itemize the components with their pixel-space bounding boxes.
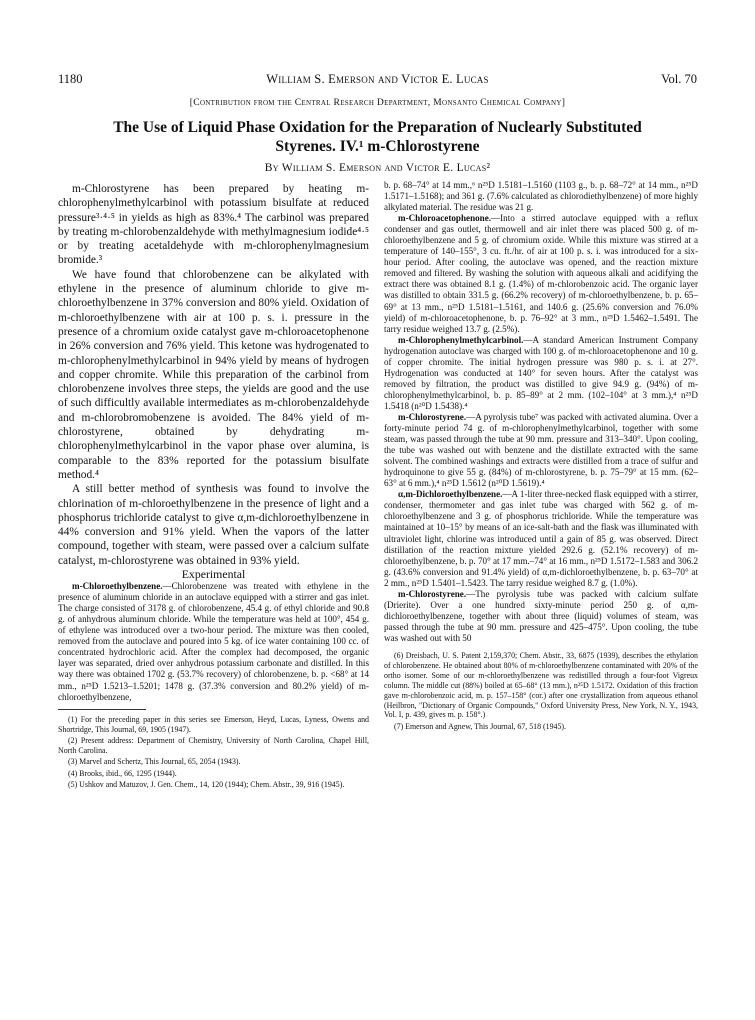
intro-paragraph-1: m-Chlorostyrene has been prepared by heating m-chlorophenylmethylcarbinol with potassium bisulfate at reduced pressure³·⁴·⁵ in yields as high as 83%.⁴ The carbinol was prepared by treating m-chlorobenzaldehyde with methylmagnesium iodide⁴·⁵ or by treating acetaldehyde with m-chlorophenylmagnesium bromide.³ [58,183,369,267]
footnote-2: (2) Present address: Department of Chemistry, University of North Carolina, Chapel Hill, North Carolina. [58,735,369,755]
title-line-1: The Use of Liquid Phase Oxidation for the Preparation of Nuclearly Substituted [113,119,642,136]
right-column [384,180,698,733]
exp-paragraph-styrene-alumina [384,412,698,489]
exp-paragraph-body: —Chlorobenzene was treated with ethylene in the presence of aluminum chloride in an autoclave equipped with a stirrer and gas inlet. The charge consisted of 3178 g. of chlorobenzene, 45.4 g. of ethyl chloride and 90.8 g. of anhydrous aluminum chloride. While the temperature was held at 100°, 454 g. of ethylene was introduced over a two-hour period. The mixture was then cooled, removed from the autoclave and poured into 5 kg. of ice water containing 100 cc. of concentrated hydrochloric acid. After the complex had decomposed, the organic layer was separated, dried over anhydrous potassium carbonate and distilled. In this way there was obtained 1702 g. (53.7% recovery) of chlorobenzene, b. p. <68° at 14 mm., n²⁵D 1.5213–1.5201; 1478 g. (37.3% conversion and 80.2% yield) of m-chloroethylbenzene, [58,581,369,702]
footnote-3: (3) Marvel and Schertz, This Journal, 65, 2054 (1943). [68,757,241,767]
exp-paragraph-ethylbenzene [58,581,369,703]
contribution-line: [Contribution from the Central Research Department, Monsanto Chemical Company] [189,97,566,108]
exp-paragraph-head: m-Chlorostyrene. [398,588,467,599]
exp-paragraph-carbinol [384,335,698,412]
title-line-2: Styrenes. IV.¹ m-Chlorostyrene [275,138,480,155]
exp-paragraph-head: m-Chlorophenylmethylcarbinol. [398,334,524,345]
footnote-rule [58,709,146,710]
running-title: William S. Emerson and Victor E. Lucas [266,72,489,86]
left-column [58,182,369,791]
article-title [58,118,697,156]
exp-paragraph-dichloroethylbenzene [384,489,698,588]
exp-paragraph-styrene-sulfate [384,589,698,644]
footnote-7: (7) Emerson and Agnew, This Journal, 67, 518 (1945). [394,721,567,731]
intro-paragraph-3: A still better method of synthesis was found to involve the chlorination of m-chloroethylbenzene in the presence of light and a phosphorus trichloride catalyst to give α,m-dichloroethylbenzene in 44% conversion and 91% yield. When the vapors of the latter compound, together with steam, were passed over a calcium sulfate catalyst, m-chlorostyrene was obtained in 93% yield. [58,483,369,567]
footnotes-right [384,651,698,732]
exp-paragraph-head: α,m-Dichloroethylbenzene. [398,489,503,500]
intro-paragraph-2: We have found that chlorobenzene can be alkylated with ethylene in the presence of aluminum chloride to give m-chloroethylbenzene in 37% conversion and 80% yield. Oxidation of m-chloroethylbenzene with air at 100 p. s. i. pressure in the presence of a chromium oxide catalyst gave m-chloroacetophenone in 26% conversion and 76% yield. This ketone was hydrogenated to m-chlorophenylmethylcarbinol in 94% yield by means of hydrogen and copper chromite. While this preparation of the carbinol from chlorobenzene involves three steps, the yields are good and the use of such difficultly available intermediates as m-chlorobenzaldehyde and m-chlorobromobenzene is avoided. The 84% yield of m-chlorostyrene, obtained by dehydrating m-chlorophenylmethylcarbinol in the vapor phase over alumina, is comparable to the 83% reported for the potassium bisulfate method.⁴ [58,268,369,481]
experimental-heading: Experimental [181,567,246,582]
footnote-6: (6) Dreisbach, U. S. Patent 2,159,370; Chem. Abstr., 33, 6875 (1939), describes the ethylation of chlorobenzene. He obtained about 80% of m-chloroethylbenzene contaminated with 20% of the ortho isomer. Some of our m-chloroethylbenzene was redistilled through a four-foot Vigreux column. The middle cut (88%) boiled at 65–68° (13 mm.), n²⁵D 1.5172. Oxidation of this fraction gave m-chlorobenzoic acid, m. p. 157–158° (cor.) after one crystallization from aqueous ethanol (Heilbron, "Dictionary of Organic Compounds," Oxford University Press, New York, N. Y., 1943, Vol. I, p. 439, gives m. p. 158°.) [384,650,698,720]
exp-paragraph-body: —A 1-liter three-necked flask equipped with a stirrer, condenser, thermometer and gas inlet tube was charged with 562 g. of m-chloroethylbenzene and 3 g. of phosphorus trichloride. While the temperature was maintained at 10–15° by means of an ice-salt-bath and the flask was illuminated with ultraviolet light, chlorine was introduced until a gain of 85 g. was observed. Direct distillation of the reaction mixture yielded 292.6 g. (52.1% recovery) of m-chloroethylbenzene, b. p. 70° at 17 mm.–74° at 16 mm., n²⁵D 1.5172–1.583 and 306.2 g. (43.6% conversion and 91.4% yield) of α,m-dichloroethylbenzene, b. p. 63–70° at 2 mm., n²⁵D 1.5401–1.5423. The tarry residue weighed 8.7 g. (1.0%). [384,489,698,588]
exp-paragraph-body: —The pyrolysis tube was packed with calcium sulfate (Drierite). Over a one hundred sixty-minute period 250 g. of α,m-dichloroethylbenzene, together with about three (liquid) volumes of steam, was passed through the tube at 90 mm. pressure and 425–475°. Upon cooling, the tube was washed out with 50 [384,588,698,643]
footnote-5: (5) Ushkov and Matuzov, J. Gen. Chem., 14, 120 (1944); Chem. Abstr., 39, 916 (1945). [68,780,345,790]
exp-paragraph-head: m-Chloroacetophenone. [398,213,492,224]
footnotes-left [58,715,369,790]
exp-paragraph-head: m-Chloroethylbenzene. [72,581,163,592]
exp-paragraph-body: —A standard American Instrument Company hydrogenation autoclave was charged with 100 g. of m-chloroacetophenone and 10 g. of copper chromite. The initial hydrogen pressure was 980 p. s. i. at 27°. Hydrogenation was conducted at 140° for seven hours. After the catalyst was removed by filtration, the product was distilled to give 94.9 g. (94%) of m-chlorophenylmethylcarbinol, b. p. 85–89° at 2 mm. (102–104° at 3 mm.),⁴ n²⁵D 1.5418 (n²⁰D 1.5438).⁴ [384,334,698,411]
byline: By William S. Emerson and Victor E. Lucas² [264,162,491,174]
exp-paragraph-body: —Into a stirred autoclave equipped with a reflux condenser and gas outlet, thermowell and air inlet there was placed 500 g. of m-chloroethylbenzene and 5 g. of chromium oxide. While this mixture was stirred at a temperature of 140–155°, 3 cu. ft./hr. of air at 100 p. s. i. was introduced for a six-hour period. After cooling, the autoclave was opened, and the reaction mixture removed and filtered. By washing the solution with aqueous alkali and acidifying the extract there was obtained 8.1 g. (1.4%) of m-chlorobenzoic acid. The organic layer was distilled to obtain 331.5 g. (66.2% recovery) of m-chloroethylbenzene, b. p. 65–69° at 13 mm., n²⁵D 1.5181–1.5161, and 140.6 g. (25.6% conversion and 76.0% yield) of m-chloroacetophenone, b. p. 76–92° at 3 mm., n²⁵D 1.5462–1.5491. The tarry residue weighed 13.7 g. (2.5%). [384,213,698,334]
exp-paragraph-head: m-Chlorostyrene. [398,411,467,422]
exp-paragraph-body: —A pyrolysis tube⁷ was packed with activated alumina. Over a forty-minute period 74 g. of m-chlorophenylmethylcarbinol, together with some steam, was passed through the tube at 90 mm. pressure and 313–340°. Upon cooling, the tube was washed out with benzene and the distillate extracted with the same solvent. The combined washings and extracts were distilled from a trace of sulfur and hydroquinone to give 55 g. (84%) of m-chlorostyrene, b. p. 75–79° at 15 mm. (62–63° at 6 mm.),⁴ n²⁵D 1.5612 (n²⁰D 1.5619).⁴ [384,411,698,489]
footnote-4: (4) Brooks, ibid., 66, 1295 (1944). [68,768,177,778]
exp-paragraph-continued: b. p. 68–74° at 14 mm.,⁶ n²⁵D 1.5181–1.5160 (1103 g., b. p. 68–72° at 14 mm., n²⁵D 1.5171–1.5168); and 361 g. (7.6% calculated as chlorodiethylbenzene) of more highly alkylated material. The residue was 21 g. [384,180,698,213]
volume-label: Vol. 70 [661,72,697,86]
footnote-1: (1) For the preceding paper in this series see Emerson, Heyd, Lucas, Lyness, Owens and Shortridge, This Journal, 69, 1905 (1947). [58,714,369,734]
page-number: 1180 [58,72,83,86]
exp-paragraph-acetophenone [384,213,698,335]
